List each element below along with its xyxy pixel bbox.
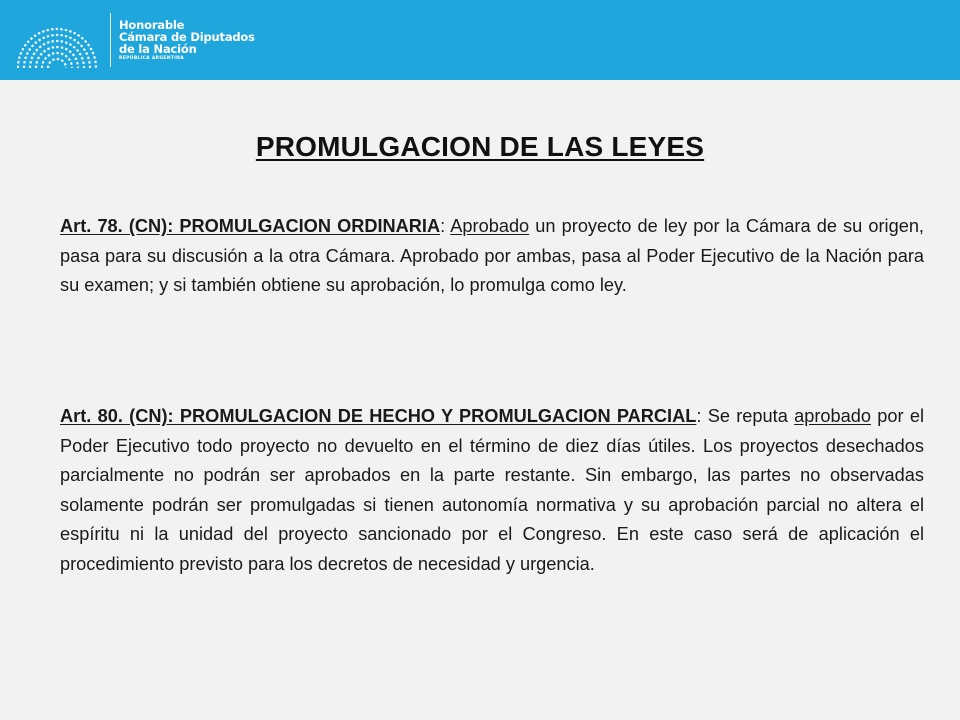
logo-line-nacion: de la Nación <box>119 41 197 56</box>
logo-text <box>119 19 255 62</box>
logo-line-camara: Cámara de Diputados <box>119 29 255 44</box>
congress-dome-icon <box>14 10 100 70</box>
logo-divider <box>110 13 111 67</box>
logo-line-honorable: Honorable <box>119 17 185 32</box>
header-bar <box>0 0 960 80</box>
article-80-paragraph <box>60 402 924 580</box>
logo <box>14 10 255 70</box>
article-80-body: por el Poder Ejecutivo todo proyecto no devuelto en el término de diez días útiles. Los proyectos desechados parcialmente no podrán ser aprobados en la parte restante. Sin embargo, las partes no observadas solamente podrán ser promulgadas si tienen autonomía normativa y su aprobación parcial no altera el espíritu ni la unidad del proyecto sancionado por el Congreso. En este caso será de aplicación el procedimiento previsto para los decretos de necesidad y urgencia. <box>60 406 924 574</box>
article-78-heading: Art. 78. (CN): PROMULGACION ORDINARIA <box>60 216 441 236</box>
article-78-separator: : <box>440 216 451 236</box>
article-80-lead: : Se reputa <box>696 406 795 426</box>
article-80-underlined-word: aprobado <box>794 406 871 426</box>
logo-line-republica: REPÚBLICA ARGENTINA <box>119 55 184 61</box>
page-title: PROMULGACION DE LAS LEYES <box>255 131 705 162</box>
article-80-heading: Art. 80. (CN): PROMULGACION DE HECHO Y PROMULGACION PARCIAL <box>60 406 697 426</box>
article-78-body: un proyecto de ley por la Cámara de su origen, pasa para su discusión a la otra Cámara. Aprobado por ambas, pasa al Poder Ejecutivo de la Nación para su examen; y si también obtiene su aprobación, lo promulga como ley. <box>60 216 924 296</box>
article-78-underlined-word: Aprobado <box>450 216 530 236</box>
article-78-paragraph <box>60 212 924 301</box>
